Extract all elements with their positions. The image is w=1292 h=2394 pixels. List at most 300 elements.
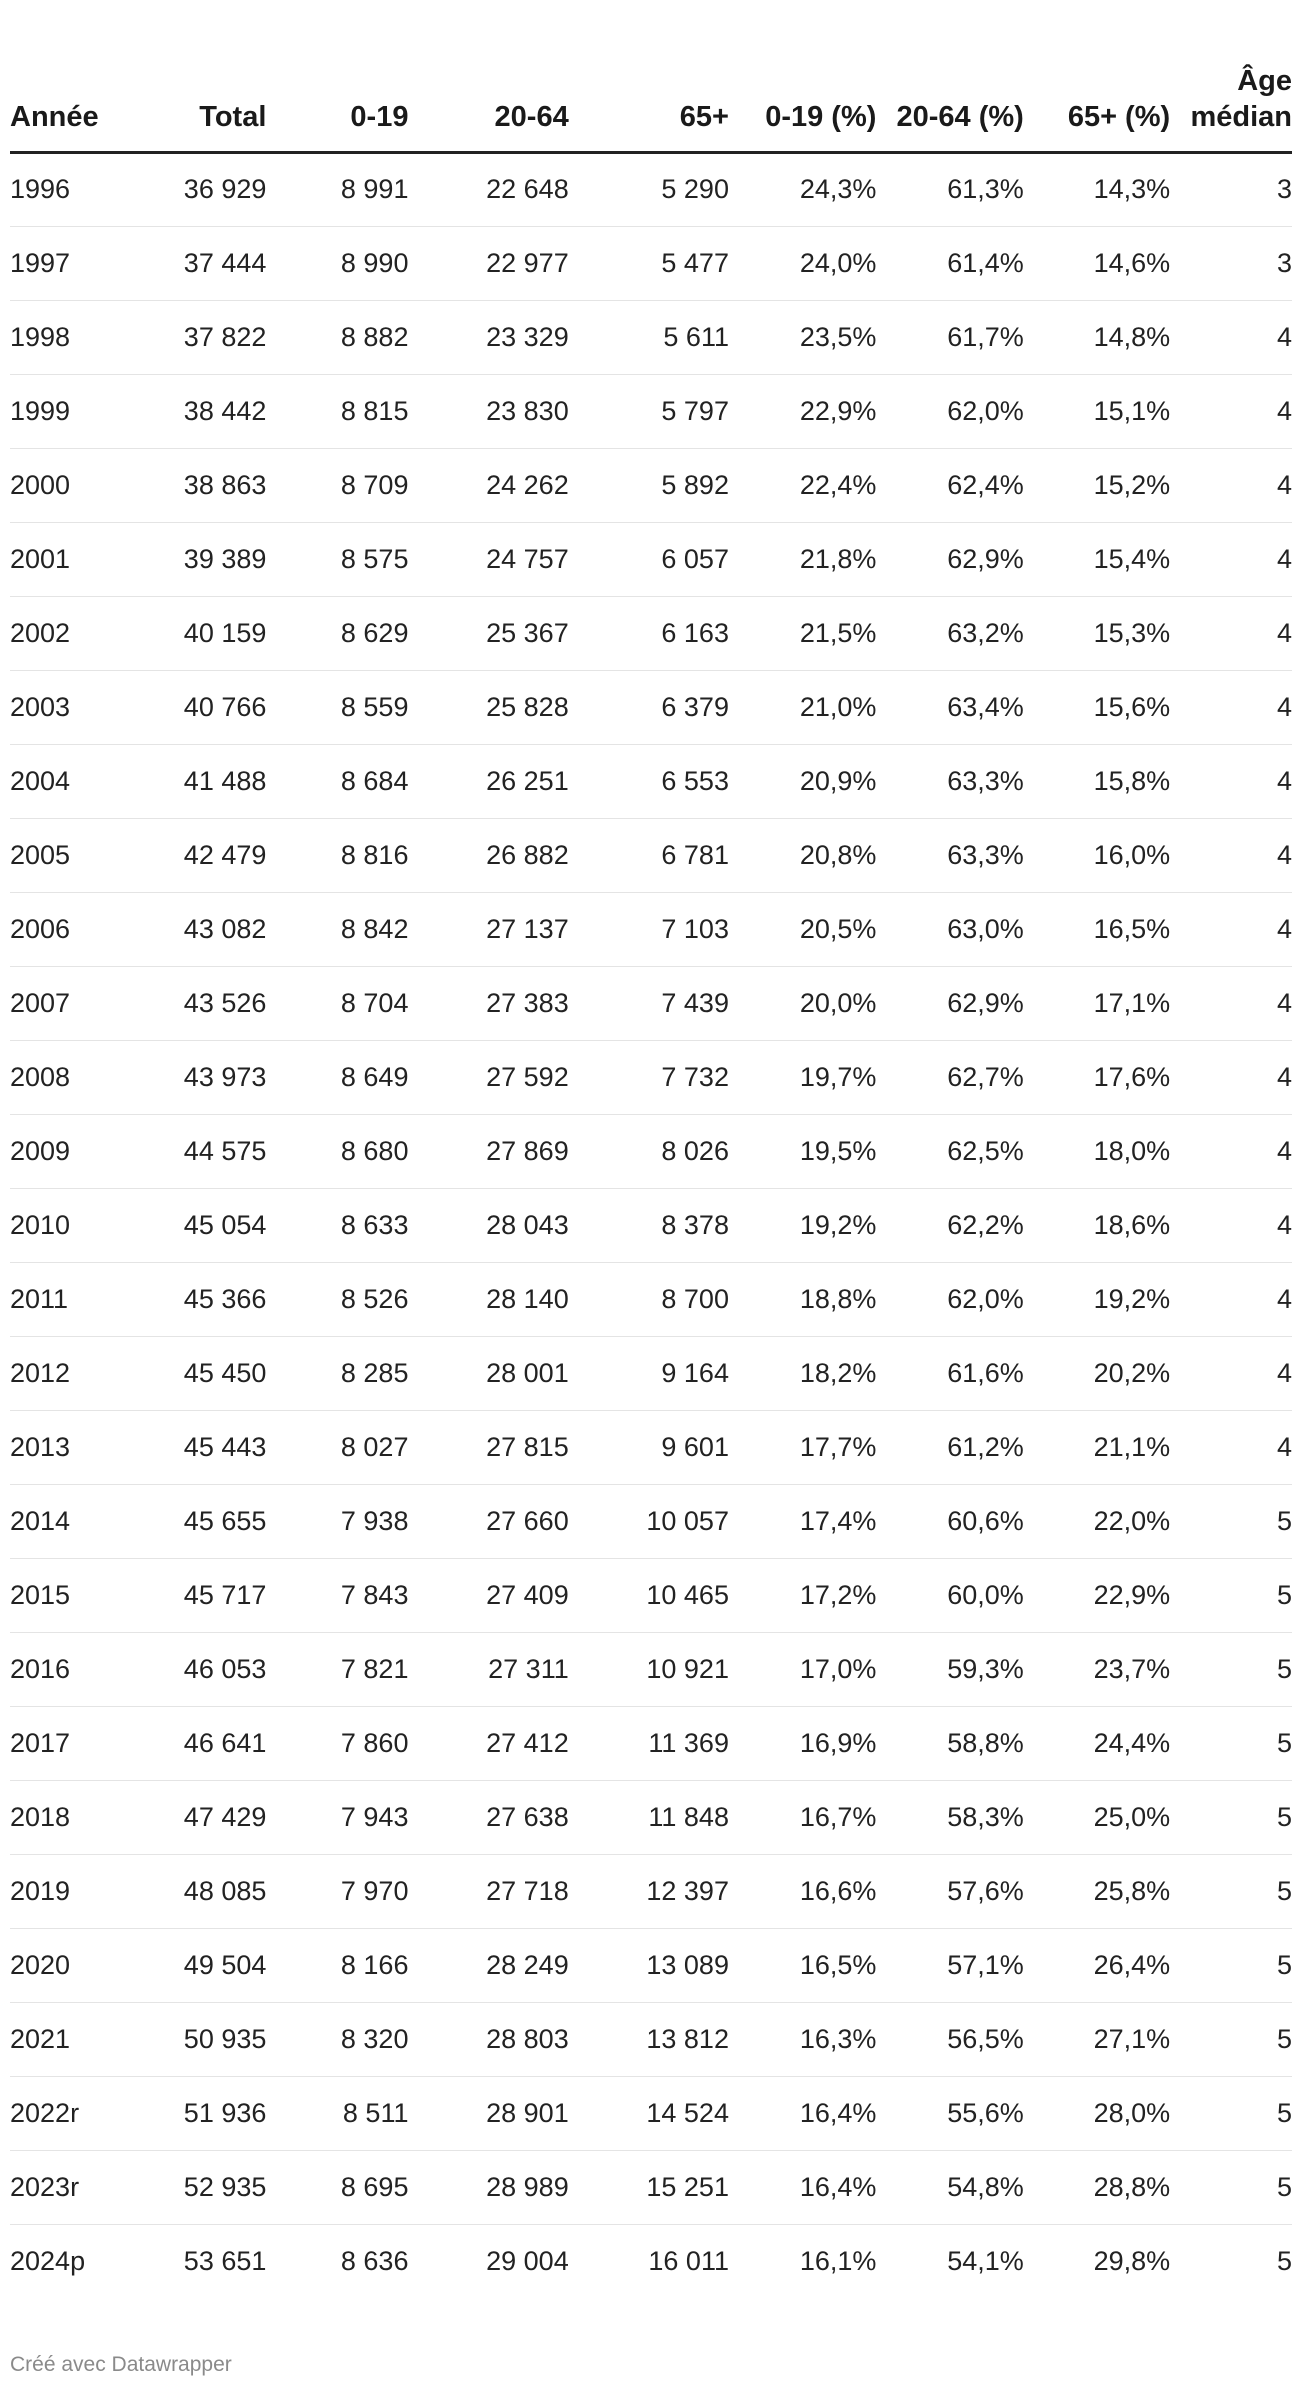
table-cell: 38 863: [106, 448, 266, 522]
table-cell: 2014: [10, 1484, 106, 1558]
table-cell: 6 057: [569, 522, 729, 596]
table-row: [10, 1336, 1292, 1410]
table-cell: 48 085: [106, 1854, 266, 1928]
table-cell: 27 311: [408, 1632, 568, 1706]
table-cell: 2021: [10, 2002, 106, 2076]
table-cell: 8 320: [266, 2002, 408, 2076]
table-cell: 5: [1170, 1780, 1292, 1854]
table-cell: 27 869: [408, 1114, 568, 1188]
table-cell: 8 378: [569, 1188, 729, 1262]
table-cell: 21,0%: [729, 670, 876, 744]
table-cell: 15,1%: [1024, 374, 1170, 448]
table-cell: 28,0%: [1024, 2076, 1170, 2150]
table-cell: 18,0%: [1024, 1114, 1170, 1188]
table-cell: 1997: [10, 226, 106, 300]
table-cell: 5: [1170, 2076, 1292, 2150]
table-cell: 17,7%: [729, 1410, 876, 1484]
table-cell: 43 526: [106, 966, 266, 1040]
table-cell: 37 822: [106, 300, 266, 374]
table-cell: 8 026: [569, 1114, 729, 1188]
table-cell: 52 935: [106, 2150, 266, 2224]
table-cell: 4: [1170, 1336, 1292, 1410]
table-cell: 62,9%: [876, 966, 1023, 1040]
table-cell: 4: [1170, 1188, 1292, 1262]
table-cell: 62,0%: [876, 1262, 1023, 1336]
table-row: [10, 374, 1292, 448]
table-cell: 7 843: [266, 1558, 408, 1632]
table-cell: 21,8%: [729, 522, 876, 596]
table-row: [10, 1484, 1292, 1558]
table-row: [10, 1558, 1292, 1632]
table-cell: 51 936: [106, 2076, 266, 2150]
table-cell: 5: [1170, 1706, 1292, 1780]
table-row: [10, 892, 1292, 966]
table-cell: 23 329: [408, 300, 568, 374]
table-cell: 29,8%: [1093, 2245, 1171, 2276]
table-cell: 28,8%: [1024, 2150, 1170, 2224]
table-cell: 37 444: [106, 226, 266, 300]
table-cell: 2009: [10, 1114, 106, 1188]
table-cell: 61,2%: [876, 1410, 1023, 1484]
table-row: [10, 448, 1292, 522]
table-cell: 5: [1170, 2150, 1292, 2224]
table-cell: 3: [1170, 226, 1292, 300]
table-cell: 54,1%: [947, 2245, 1024, 2276]
table-row: [10, 966, 1292, 1040]
table-cell: 17,4%: [729, 1484, 876, 1558]
table-cell: 8 709: [266, 448, 408, 522]
table-cell: 24,0%: [729, 226, 876, 300]
table-cell: 4: [1170, 522, 1292, 596]
table-cell: 14,6%: [1024, 226, 1170, 300]
table-cell: 47 429: [106, 1780, 266, 1854]
table-cell: 16,4%: [729, 2076, 876, 2150]
table-cell: 9 164: [569, 1336, 729, 1410]
table-cell: 20,2%: [1024, 1336, 1170, 1410]
table-cell: 16,6%: [729, 1854, 876, 1928]
table-cell: 45 366: [106, 1262, 266, 1336]
table-cell: 60,0%: [876, 1558, 1023, 1632]
table-cell: 62,5%: [876, 1114, 1023, 1188]
table-cell: 15,4%: [1024, 522, 1170, 596]
table-cell: 13 812: [569, 2002, 729, 2076]
table-row: [10, 1262, 1292, 1336]
table-cell: 61,4%: [876, 226, 1023, 300]
table-cell: 9 601: [569, 1410, 729, 1484]
table-cell: 8 575: [266, 522, 408, 596]
column-header[interactable]: Total: [106, 0, 266, 152]
table-cell: 2006: [10, 892, 106, 966]
table-cell: 54,8%: [876, 2150, 1023, 2224]
table-cell: 7 943: [266, 1780, 408, 1854]
table-cell: 4: [1170, 670, 1292, 744]
table-cell: 4: [1170, 892, 1292, 966]
table-cell: 10 921: [569, 1632, 729, 1706]
table-cell: 2005: [10, 818, 106, 892]
table-cell: 62,4%: [876, 448, 1023, 522]
table-cell: 4: [1170, 1410, 1292, 1484]
table-cell: 4: [1170, 596, 1292, 670]
table-cell: 25,8%: [1024, 1854, 1170, 1928]
table-cell: 36 929: [106, 152, 266, 226]
table-cell: 6 553: [569, 744, 729, 818]
table-cell: 1998: [10, 300, 106, 374]
table-cell: 63,3%: [876, 818, 1023, 892]
table-cell: 8 700: [569, 1262, 729, 1336]
table-cell: 8 704: [266, 966, 408, 1040]
table-cell: 5: [1170, 1484, 1292, 1558]
table-cell: 27 815: [408, 1410, 568, 1484]
table-cell: 7 732: [569, 1040, 729, 1114]
table-cell: 16,5%: [1024, 892, 1170, 966]
table-cell: 4: [1170, 300, 1292, 374]
table-row: [10, 300, 1292, 374]
table-cell: 8 649: [266, 1040, 408, 1114]
table-cell: 2003: [10, 670, 106, 744]
table-cell: 5: [1170, 2002, 1292, 2076]
table-cell: 16,5%: [729, 1928, 876, 2002]
table-cell: 2015: [10, 1558, 106, 1632]
table-row: [10, 818, 1292, 892]
table-cell: 57,1%: [876, 1928, 1023, 2002]
table-cell: 19,7%: [729, 1040, 876, 1114]
table-cell: 16 011: [648, 2245, 729, 2276]
table-cell: 16,0%: [1024, 818, 1170, 892]
table-cell: 45 054: [106, 1188, 266, 1262]
table-cell: 3: [1170, 152, 1292, 226]
table-cell: 63,3%: [876, 744, 1023, 818]
table-cell: 38 442: [106, 374, 266, 448]
table-cell: 2020: [10, 1928, 106, 2002]
table-cell: 21,1%: [1024, 1410, 1170, 1484]
table-cell: 19,2%: [1024, 1262, 1170, 1336]
table-cell: 8 816: [266, 818, 408, 892]
table-cell: 1999: [10, 374, 106, 448]
table-cell: 29 004: [486, 2245, 569, 2276]
table-row: [10, 2076, 1292, 2150]
table-cell: 4: [1170, 448, 1292, 522]
table-cell: 20,0%: [729, 966, 876, 1040]
table-cell: 27,1%: [1024, 2002, 1170, 2076]
table-row: [10, 1780, 1292, 1854]
table-cell: 58,3%: [876, 1780, 1023, 1854]
table-cell: 8 559: [266, 670, 408, 744]
table-cell: 19,5%: [729, 1114, 876, 1188]
table-cell: 14,8%: [1024, 300, 1170, 374]
table-cell: 53 651: [183, 2245, 267, 2276]
table-cell: 22,9%: [729, 374, 876, 448]
table-row: [10, 1928, 1292, 2002]
table-row: [10, 1040, 1292, 1114]
table-cell: 2023r: [10, 2150, 106, 2224]
table-cell: 7 439: [569, 966, 729, 1040]
table-cell: 22,4%: [729, 448, 876, 522]
table-cell: 5: [1170, 1928, 1292, 2002]
table-cell: 2022r: [10, 2076, 106, 2150]
table-cell: 8 629: [266, 596, 408, 670]
table-cell: 60,6%: [876, 1484, 1023, 1558]
column-header[interactable]: 65+: [569, 0, 729, 152]
table-cell: 26 882: [408, 818, 568, 892]
table-row: [10, 522, 1292, 596]
table-cell: 8 285: [266, 1336, 408, 1410]
table-cell: 22,9%: [1024, 1558, 1170, 1632]
table-cell: 63,4%: [876, 670, 1023, 744]
table-cell: 4: [1170, 744, 1292, 818]
table-cell: 19,2%: [729, 1188, 876, 1262]
column-header[interactable]: 0-19: [266, 0, 408, 152]
table-cell: 24 757: [408, 522, 568, 596]
table-header-row: [10, 0, 1292, 152]
table-cell: 8 636: [340, 2245, 409, 2276]
table-cell: 16,3%: [729, 2002, 876, 2076]
table-cell: 4: [1170, 818, 1292, 892]
table-cell: 20,8%: [729, 818, 876, 892]
table-cell: 27 718: [408, 1854, 568, 1928]
table-cell: 16,1%: [799, 2245, 877, 2276]
table-cell: 5 797: [569, 374, 729, 448]
table-cell: 45 450: [106, 1336, 266, 1410]
table-cell: 2004: [10, 744, 106, 818]
column-header[interactable]: 20-64 (%): [876, 0, 1023, 152]
table-cell: 2016: [10, 1632, 106, 1706]
table-row: [10, 1410, 1292, 1484]
table-body: [10, 152, 1292, 2298]
table-cell: 8 511: [266, 2076, 408, 2150]
table-row: [10, 744, 1292, 818]
table-cell: 40 159: [106, 596, 266, 670]
table-cell: 11 848: [569, 1780, 729, 1854]
table-cell: 15,3%: [1024, 596, 1170, 670]
table-cell: 14,3%: [1024, 152, 1170, 226]
table-cell: 45 717: [106, 1558, 266, 1632]
table-cell: 61,6%: [876, 1336, 1023, 1410]
column-header[interactable]: 65+ (%): [1024, 0, 1170, 152]
table-cell: 10 057: [569, 1484, 729, 1558]
table-cell: 15 251: [569, 2150, 729, 2224]
table-cell: 28 001: [408, 1336, 568, 1410]
table-row: [10, 2224, 1292, 2298]
table-cell: 2013: [10, 1410, 106, 1484]
table-cell: 27 592: [408, 1040, 568, 1114]
table-cell: 5 892: [569, 448, 729, 522]
table-cell: 8 842: [266, 892, 408, 966]
column-header[interactable]: 0-19 (%): [729, 0, 876, 152]
table-cell: 57,6%: [876, 1854, 1023, 1928]
table-cell: 63,2%: [876, 596, 1023, 670]
table-cell: 8 695: [266, 2150, 408, 2224]
table-cell: 26,4%: [1024, 1928, 1170, 2002]
table-cell: 5 290: [569, 152, 729, 226]
table-row: [10, 1706, 1292, 1780]
table-cell: 6 379: [569, 670, 729, 744]
table-cell: 8 633: [266, 1188, 408, 1262]
table-cell: 23 830: [408, 374, 568, 448]
table-cell: 22,0%: [1024, 1484, 1170, 1558]
table-cell: 56,5%: [876, 2002, 1023, 2076]
table-cell: 24,4%: [1024, 1706, 1170, 1780]
table-cell: 23,5%: [729, 300, 876, 374]
table-cell: 2001: [10, 522, 106, 596]
table-cell: 46 053: [106, 1632, 266, 1706]
population-table: [10, 0, 1292, 2298]
table-cell: 6 781: [569, 818, 729, 892]
table-row: [10, 152, 1292, 226]
table-cell: 27 412: [408, 1706, 568, 1780]
table-cell: 49 504: [106, 1928, 266, 2002]
table-cell: 61,3%: [876, 152, 1023, 226]
table-cell: 16,4%: [729, 2150, 876, 2224]
table-cell: 8 991: [266, 152, 408, 226]
table-cell: 7 821: [266, 1632, 408, 1706]
table-cell: 12 397: [569, 1854, 729, 1928]
table-cell: 28 803: [408, 2002, 568, 2076]
table-cell: 21,5%: [729, 596, 876, 670]
table-cell: 39 389: [106, 522, 266, 596]
table-cell: 2000: [10, 448, 106, 522]
table-cell: 17,1%: [1024, 966, 1170, 1040]
table-row: [10, 1188, 1292, 1262]
table-cell: 55,6%: [876, 2076, 1023, 2150]
table-cell: 2019: [10, 1854, 106, 1928]
table-cell: 7 103: [569, 892, 729, 966]
table-cell: 18,6%: [1024, 1188, 1170, 1262]
table-cell: 45 655: [106, 1484, 266, 1558]
table-cell: 4: [1170, 966, 1292, 1040]
table-cell: 62,9%: [876, 522, 1023, 596]
table-cell: 27 638: [408, 1780, 568, 1854]
table-cell: 63,0%: [876, 892, 1023, 966]
table-cell: 4: [1170, 1262, 1292, 1336]
table-cell: 5: [1276, 2245, 1292, 2276]
table-row: [10, 2150, 1292, 2224]
table-cell: 11 369: [569, 1706, 729, 1780]
table-cell: 27 137: [408, 892, 568, 966]
column-header[interactable]: Année: [10, 0, 106, 152]
table-cell: 43 082: [106, 892, 266, 966]
table-cell: 5 477: [569, 226, 729, 300]
table-cell: 2008: [10, 1040, 106, 1114]
table-cell: 2007: [10, 966, 106, 1040]
table-row: [10, 596, 1292, 670]
table-cell: 8 882: [266, 300, 408, 374]
table-cell: 26 251: [408, 744, 568, 818]
table-cell: 4: [1170, 1040, 1292, 1114]
table-cell: 8 526: [266, 1262, 408, 1336]
table-cell: 7 938: [266, 1484, 408, 1558]
table-cell: 2018: [10, 1780, 106, 1854]
table-cell: 28 043: [408, 1188, 568, 1262]
table-cell: 45 443: [106, 1410, 266, 1484]
table-cell: 25 828: [408, 670, 568, 744]
table-cell: 27 409: [408, 1558, 568, 1632]
table-cell: 44 575: [106, 1114, 266, 1188]
table-cell: 22 648: [408, 152, 568, 226]
table-cell: 25 367: [408, 596, 568, 670]
column-header[interactable]: Âge médian: [1170, 0, 1292, 152]
table-cell: 7 970: [266, 1854, 408, 1928]
table-cell: 28 249: [408, 1928, 568, 2002]
footer-credit[interactable]: Créé avec Datawrapper: [10, 2353, 232, 2376]
table-row: [10, 670, 1292, 744]
table-cell: 8 815: [266, 374, 408, 448]
table-cell: 50 935: [106, 2002, 266, 2076]
table-cell: 17,2%: [729, 1558, 876, 1632]
table-cell: 15,8%: [1024, 744, 1170, 818]
table-cell: 16,9%: [729, 1706, 876, 1780]
table-cell: 24 262: [408, 448, 568, 522]
table-cell: 4: [1170, 374, 1292, 448]
table-cell: 22 977: [408, 226, 568, 300]
table-cell: 25,0%: [1024, 1780, 1170, 1854]
table-cell: 10 465: [569, 1558, 729, 1632]
table-cell: 14 524: [569, 2076, 729, 2150]
data-table-container: [10, 0, 1292, 2340]
table-row: [10, 226, 1292, 300]
table-cell: 27 660: [408, 1484, 568, 1558]
table-cell: 58,8%: [876, 1706, 1023, 1780]
table-cell: 2002: [10, 596, 106, 670]
table-cell: 2012: [10, 1336, 106, 1410]
table-cell: 5: [1170, 1632, 1292, 1706]
table-cell: 6 163: [569, 596, 729, 670]
table-cell: 8 990: [266, 226, 408, 300]
table-cell: 16,7%: [729, 1780, 876, 1854]
table-cell: 24,3%: [729, 152, 876, 226]
table-cell: 28 140: [408, 1262, 568, 1336]
table-cell: 62,0%: [876, 374, 1023, 448]
table-cell: 23,7%: [1024, 1632, 1170, 1706]
table-row: [10, 1114, 1292, 1188]
table-cell: 62,7%: [876, 1040, 1023, 1114]
column-header[interactable]: 20-64: [408, 0, 568, 152]
table-cell: 15,6%: [1024, 670, 1170, 744]
table-cell: 13 089: [569, 1928, 729, 2002]
table-cell: 8 027: [266, 1410, 408, 1484]
table-cell: 59,3%: [876, 1632, 1023, 1706]
table-cell: 8 166: [266, 1928, 408, 2002]
table-cell: 5: [1170, 1854, 1292, 1928]
table-cell: 1996: [10, 152, 106, 226]
table-row: [10, 2002, 1292, 2076]
table-cell: 5: [1170, 1558, 1292, 1632]
table-cell: 4: [1170, 1114, 1292, 1188]
table-cell: 27 383: [408, 966, 568, 1040]
table-cell: 15,2%: [1024, 448, 1170, 522]
table-cell: 7 860: [266, 1706, 408, 1780]
table-cell: 2010: [10, 1188, 106, 1262]
table-cell: 40 766: [106, 670, 266, 744]
table-cell: 17,6%: [1024, 1040, 1170, 1114]
table-cell: 28 901: [408, 2076, 568, 2150]
table-cell: 17,0%: [729, 1632, 876, 1706]
table-cell: 20,9%: [729, 744, 876, 818]
table-cell: 62,2%: [876, 1188, 1023, 1262]
table-cell: 41 488: [106, 744, 266, 818]
table-cell: 18,2%: [729, 1336, 876, 1410]
table-cell: 2024p: [10, 2245, 86, 2276]
table-cell: 20,5%: [729, 892, 876, 966]
table-cell: 46 641: [106, 1706, 266, 1780]
table-cell: 8 680: [266, 1114, 408, 1188]
table-cell: 2011: [10, 1262, 106, 1336]
table-cell: 5 611: [569, 300, 729, 374]
table-row: [10, 1632, 1292, 1706]
table-cell: 43 973: [106, 1040, 266, 1114]
table-cell: 18,8%: [729, 1262, 876, 1336]
table-cell: 61,7%: [876, 300, 1023, 374]
table-row: [10, 1854, 1292, 1928]
